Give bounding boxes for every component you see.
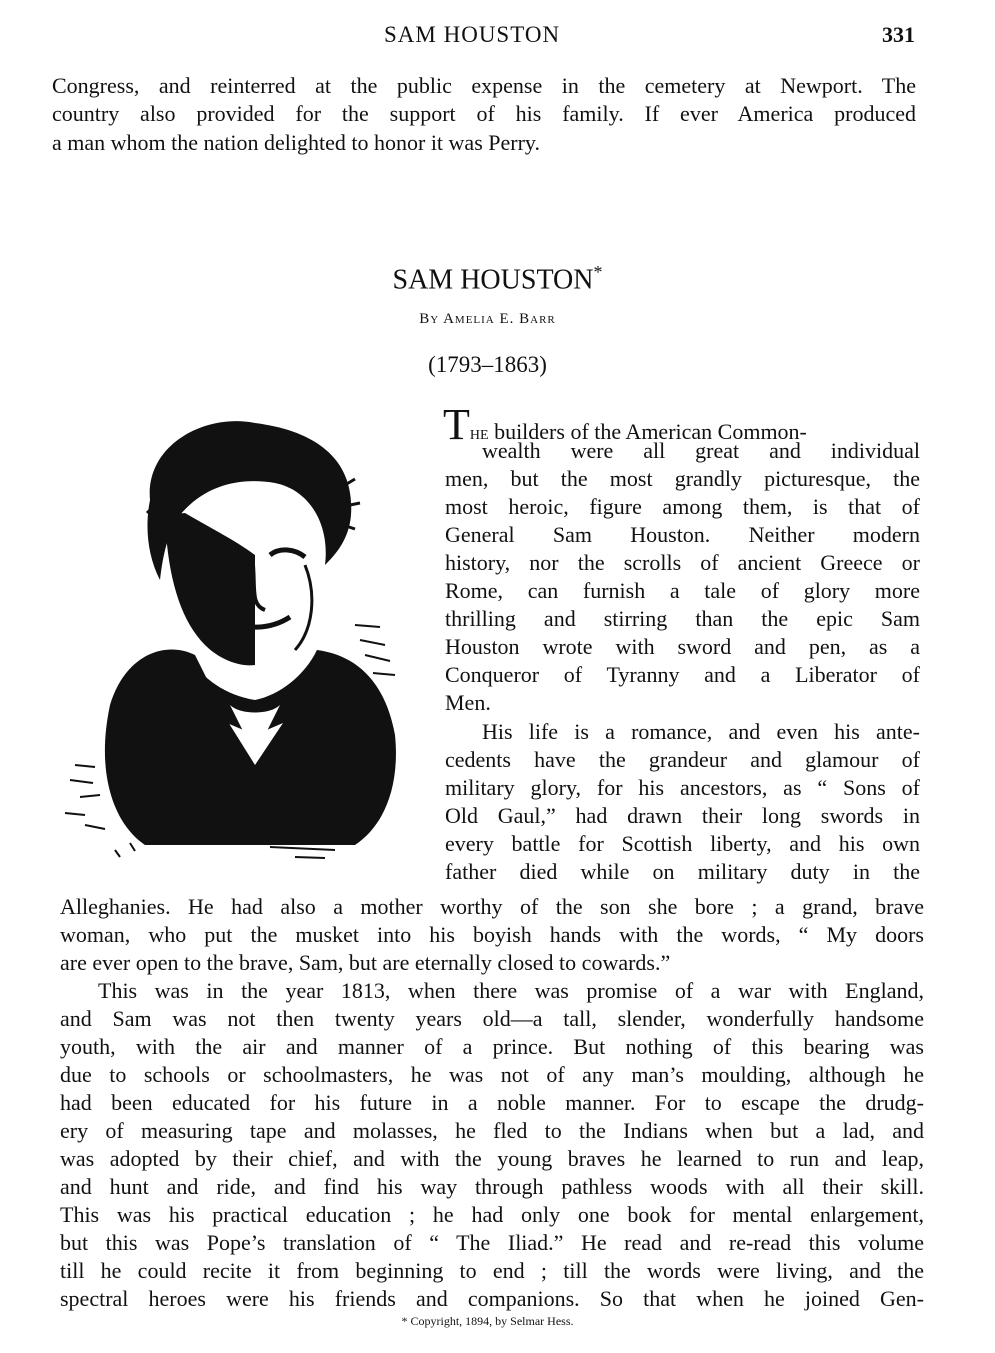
life-dates: (1793–1863) bbox=[428, 352, 547, 377]
running-head bbox=[0, 22, 965, 54]
article-line: most heroic, figure among them, is that of bbox=[445, 494, 920, 519]
article-line: and hunt and ride, and find his way through pathless woods with all their skill. bbox=[60, 1174, 924, 1199]
article-line: spectral heroes were his friends and companions. So that when he joined Gen- bbox=[60, 1286, 924, 1311]
article-line: father died while on military duty in the bbox=[445, 859, 920, 884]
article-line: youth, with the air and manner of a prince. But nothing of this bearing was bbox=[60, 1034, 924, 1059]
article-line: military glory, for his ancestors, as “ Sons of bbox=[445, 775, 920, 800]
article-line: Conqueror of Tyranny and a Liberator of bbox=[445, 662, 920, 687]
intro-line: a man whom the nation delighted to honor it was Perry. bbox=[52, 130, 540, 155]
article-line: ery of measuring tape and molasses, he fled to the Indians when but a lad, and bbox=[60, 1118, 924, 1143]
intro-line: country also provided for the support of his family. If ever America produced bbox=[52, 101, 916, 126]
article-line: history, nor the scrolls of ancient Greece or bbox=[445, 550, 920, 575]
article-line: This was in the year 1813, when there was promise of a war with England, bbox=[98, 978, 924, 1003]
intro-line: Congress, and reinterred at the public expense in the cemetery at Newport. The bbox=[52, 73, 916, 98]
article-line: General Sam Houston. Neither modern bbox=[445, 522, 920, 547]
drop-cap: T bbox=[443, 400, 470, 449]
article-line: Rome, can furnish a tale of glory more bbox=[445, 578, 920, 603]
article-line: men, but the most grandly picturesque, the bbox=[445, 466, 920, 491]
article-line: was adopted by their chief, and with the young braves he learned to run and leap, bbox=[60, 1146, 924, 1171]
article-line: due to schools or schoolmasters, he was not of any man’s moulding, although he bbox=[60, 1062, 924, 1087]
running-title: SAM HOUSTON bbox=[384, 22, 561, 47]
article-line: but this was Pope’s translation of “ The Iliad.” He read and re-read this volume bbox=[60, 1230, 924, 1255]
article-line: Alleghanies. He had also a mother worthy of the son she bore ; a grand, brave bbox=[60, 894, 924, 919]
article-line: wealth were all great and individual bbox=[482, 438, 920, 463]
article-line: cedents have the grandeur and glamour of bbox=[445, 747, 920, 772]
portrait-engraving bbox=[55, 405, 423, 860]
article-line: His life is a romance, and even his ante- bbox=[482, 719, 920, 744]
article-line: had been educated for his future in a noble manner. For to escape the drudg- bbox=[60, 1090, 924, 1115]
footnote-mark: * bbox=[593, 262, 603, 282]
article-first-line: The builders of the American Common- bbox=[443, 400, 807, 449]
article-line: till he could recite it from beginning to end ; till the words were living, and the bbox=[60, 1258, 924, 1283]
article-line: thrilling and stirring than the epic Sam bbox=[445, 606, 920, 631]
article-title: SAM HOUSTON* bbox=[392, 262, 603, 296]
article-line: Old Gaul,” had drawn their long swords in bbox=[445, 803, 920, 828]
article-line: This was his practical education ; he had only one book for mental enlargement, bbox=[60, 1202, 924, 1227]
byline: By Amelia E. Barr bbox=[419, 311, 556, 327]
article-line: Houston wrote with sword and pen, as a bbox=[445, 634, 920, 659]
article-line: Men. bbox=[445, 690, 491, 715]
article-line: woman, who put the musket into his boyish hands with the words, “ My doors bbox=[60, 922, 924, 947]
article-line: every battle for Scottish liberty, and his own bbox=[445, 831, 920, 856]
article-line: are ever open to the brave, Sam, but are eternally closed to cowards.” bbox=[60, 950, 671, 975]
article-line: and Sam was not then twenty years old—a tall, slender, wonderfully handsome bbox=[60, 1006, 924, 1031]
copyright-footnote: * Copyright, 1894, by Selmar Hess. bbox=[401, 1314, 574, 1328]
page-number: 331 bbox=[882, 22, 915, 47]
